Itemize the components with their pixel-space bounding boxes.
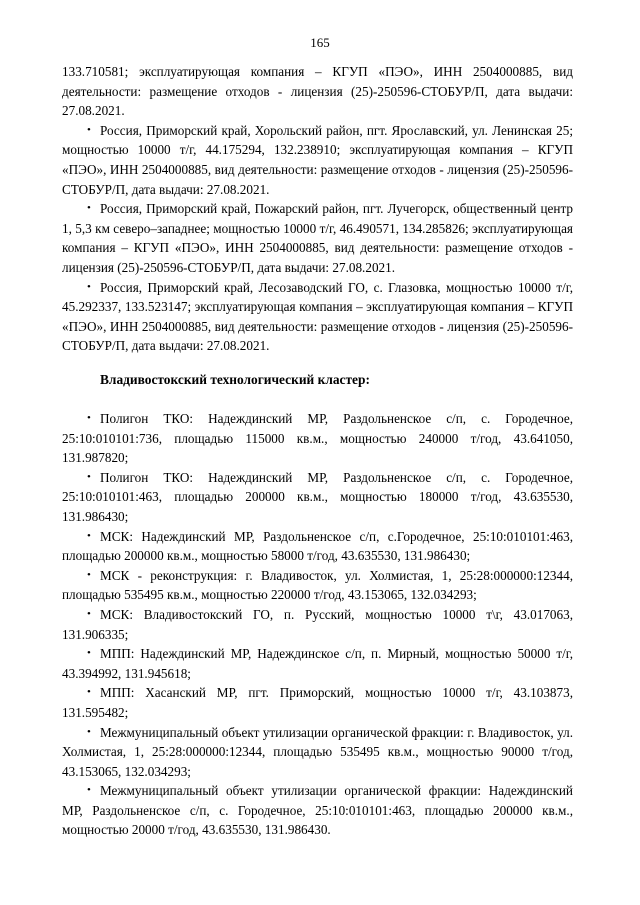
bullet-icon: •: [87, 607, 91, 620]
bullet-icon: •: [87, 412, 91, 424]
list-item: • МПП: Надеждинский МР, Надеждинское с/п, п. Мирный, мощностью 50000 т/г, 43.394992, 131.945618;: [62, 646, 573, 681]
list-item: • МСК - реконструкция: г. Владивосток, ул. Холмистая, 1, 25:28:000000:12344, площадью 535495 кв.м., мощностью 220000 т/год, 43.153065, 132.034293;: [62, 567, 573, 603]
bullet-icon: •: [87, 686, 91, 699]
bullet-icon: •: [87, 784, 91, 797]
bullet-icon: •: [87, 568, 91, 581]
bullet-icon: •: [87, 470, 91, 483]
list-item: • МСК: Надеждинский МР, Раздольненское с/п, с.Городечное, 25:10:010101:463, площадью 200000 кв.м., мощностью 58000 т/год, 43.635530, 131.986430;: [62, 528, 573, 564]
cluster-facilities-list: [62, 409, 573, 840]
intro-continuation: 133.710581; эксплуатирующая компания – КГУП «ПЭО», ИНН 2504000885, вид деятельности: размещение отходов - лицензия (25)-250596-СТОБУР/П, дата выдачи: 27.08.2021.: [62, 64, 573, 119]
bullet-icon: •: [87, 529, 91, 542]
list-item: • Россия, Приморский край, Пожарский район, пгт. Лучегорск, общественный центр 1, 5,3 км северо–западнее; мощностью 10000 т/г, 46.490571, 134.285826; эксплуатирующая компания – КГУП «ПЭО», ИНН 2504000885, вид деятельности: размещение отходов - лицензия (25)-250596-СТОБУР/П, дата выдачи: 27.08.2021.: [62, 201, 573, 275]
bullet-icon: •: [87, 647, 91, 660]
list-item: • МПП: Хасанский МР, пгт. Приморский, мощностью 10000 т/г, 43.103873, 131.595482;: [62, 685, 573, 720]
list-item: • Россия, Приморский край, Хорольский район, пгт. Ярославский, ул. Ленинская 25; мощностью 10000 т/г, 44.175294, 132.238910; эксплуатирующая компания – КГУП «ПЭО», ИНН 2504000885, вид деятельности: размещение отходов - лицензия (25)-250596-СТОБУР/П, дата выдачи: 27.08.2021.: [62, 122, 573, 197]
list-item: • Межмуниципальный объект утилизации органической фракции: г. Владивосток, ул. Холмистая, 1, 25:28:000000:12344, площадью 535495 кв.м., мощностью 90000 т/год, 43.153065, 132.034293;: [62, 724, 573, 779]
bullet-icon: •: [87, 202, 91, 215]
bullet-icon: •: [87, 123, 91, 136]
section-heading: Владивостокский технологический кластер:: [100, 372, 370, 387]
list-item: • Полигон ТКО: Надеждинский МР, Раздольненское с/п, с. Городечное, 25:10:010101:463, площадью 200000 кв.м., мощностью 180000 т/год, 43.635530, 131.986430;: [62, 469, 573, 524]
list-item: • МСК: Владивостокский ГО, п. Русский, мощностью 10000 т\г, 43.017063, 131.906335;: [62, 606, 573, 642]
list-item: • Россия, Приморский край, Лесозаводский ГО, с. Глазовка, мощностью 10000 т/г, 45.292337, 133.523147; эксплуатирующая компания – эксплуатирующая компания – КГУП «ПЭО», ИНН 2504000885, вид деятельности: размещение отходов - лицензия (25)-250596-СТОБУР/П, дата выдачи: 27.08.2021.: [62, 279, 573, 354]
waste-sites-list: [62, 62, 573, 356]
bullet-icon: •: [87, 725, 91, 738]
bullet-icon: •: [87, 280, 91, 293]
list-item: • Межмуниципальный объект утилизации органической фракции: Надеждинский МР, Раздольненское с/п, с. Городечное, 25:10:010101:463, площадью 200000 кв.м., мощностью 20000 т/год, 43.635530, 131.986430.: [62, 783, 573, 838]
list-item: • Полигон ТКО: Надеждинский МР, Раздольненское с/п, с. Городечное, 25:10:010101:736, площадью 115000 кв.м., мощностью 240000 т/год, 43.641050, 131.987820;: [62, 411, 573, 466]
page-number: 165: [310, 35, 330, 50]
